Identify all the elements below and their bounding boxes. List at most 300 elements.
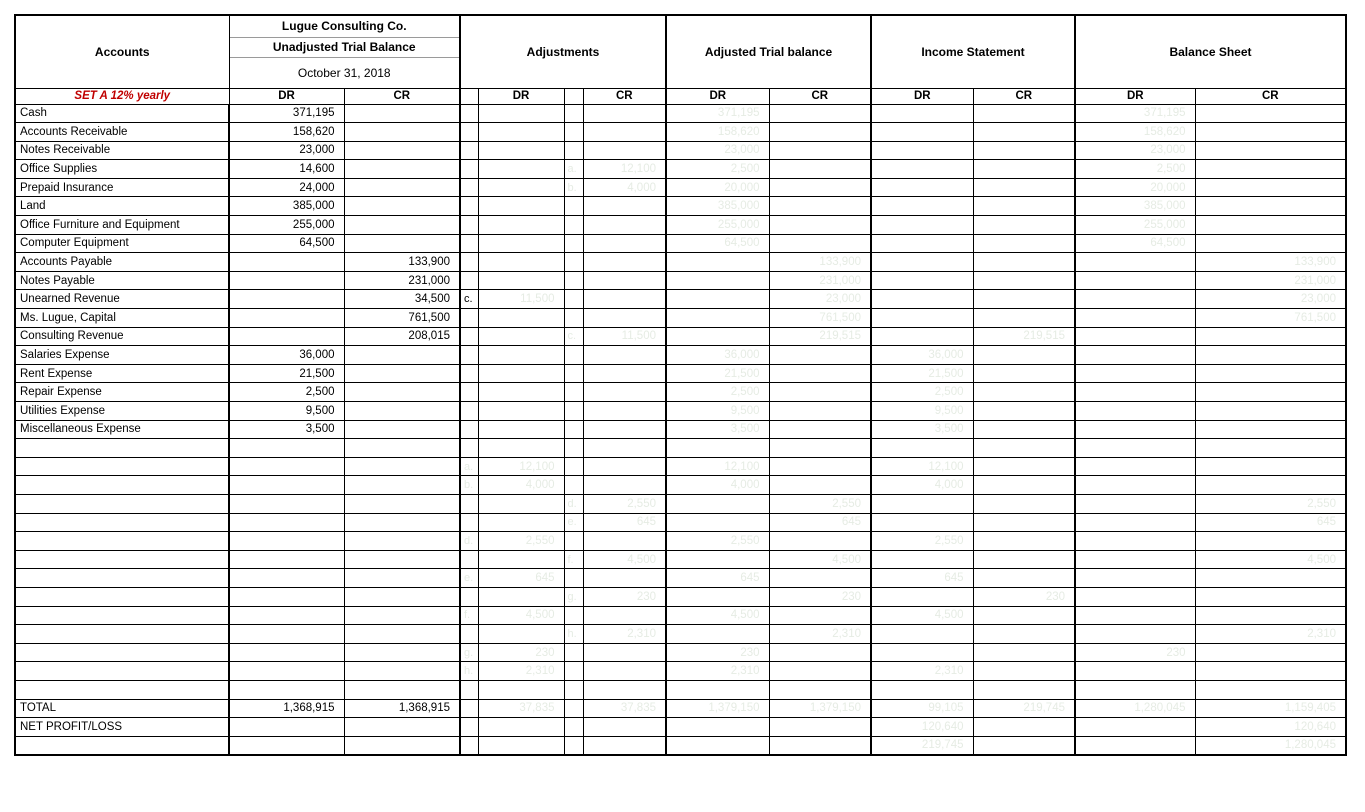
atb-dr-cell[interactable] [666, 680, 769, 699]
adj-dr-cell[interactable] [478, 606, 564, 625]
is-cr-cell[interactable] [973, 699, 1075, 718]
adj-cr-cell[interactable] [583, 178, 666, 197]
adj-cr-cell[interactable] [583, 216, 666, 235]
is-dr-cell[interactable] [871, 346, 973, 365]
is-cr-cell[interactable] [973, 346, 1075, 365]
adj-dr-letter-cell[interactable] [460, 587, 478, 606]
atb-cr-cell[interactable] [769, 253, 871, 272]
is-cr-cell[interactable] [973, 476, 1075, 495]
utb-dr-cell[interactable] [229, 532, 344, 551]
atb-cr-cell[interactable] [769, 569, 871, 588]
utb-cr-cell[interactable] [344, 160, 460, 179]
utb-cr-cell[interactable]: 133,900 [344, 253, 460, 272]
adj-dr-cell[interactable] [478, 160, 564, 179]
adj-cr-letter-cell[interactable] [564, 736, 583, 755]
account-name[interactable]: Prepaid Insurance [15, 178, 229, 197]
adj-cr-cell[interactable] [583, 625, 666, 644]
adj-cr-cell[interactable] [583, 104, 666, 123]
adj-cr-cell[interactable] [583, 587, 666, 606]
is-dr-cell[interactable] [871, 271, 973, 290]
atb-dr-cell[interactable] [666, 718, 769, 737]
atb-dr-cell[interactable] [666, 699, 769, 718]
utb-cr-cell[interactable] [344, 346, 460, 365]
is-dr-cell[interactable] [871, 160, 973, 179]
adj-dr-cell[interactable] [478, 383, 564, 402]
bs-dr-cell[interactable] [1075, 290, 1195, 309]
adj-cr-cell[interactable] [583, 346, 666, 365]
utb-cr-cell[interactable] [344, 420, 460, 439]
utb-cr-cell[interactable]: 761,500 [344, 309, 460, 328]
adj-cr-letter-cell[interactable] [564, 160, 583, 179]
adj-dr-cell[interactable] [478, 271, 564, 290]
bs-cr-cell[interactable] [1195, 457, 1346, 476]
bs-dr-cell[interactable] [1075, 383, 1195, 402]
bs-cr-cell[interactable] [1195, 327, 1346, 346]
adj-dr-letter-cell[interactable] [460, 439, 478, 458]
atb-cr-cell[interactable] [769, 494, 871, 513]
bs-cr-cell[interactable] [1195, 420, 1346, 439]
atb-cr-cell[interactable] [769, 587, 871, 606]
is-cr-cell[interactable] [973, 550, 1075, 569]
utb-cr-cell[interactable]: 208,015 [344, 327, 460, 346]
atb-cr-cell[interactable] [769, 383, 871, 402]
adj-dr-cell[interactable] [478, 178, 564, 197]
atb-dr-cell[interactable] [666, 364, 769, 383]
is-dr-cell[interactable] [871, 494, 973, 513]
adj-cr-letter-cell[interactable] [564, 643, 583, 662]
is-dr-cell[interactable] [871, 457, 973, 476]
bs-cr-cell[interactable] [1195, 160, 1346, 179]
adj-cr-letter-cell[interactable] [564, 457, 583, 476]
is-cr-cell[interactable] [973, 662, 1075, 681]
is-dr-cell[interactable] [871, 513, 973, 532]
atb-cr-cell[interactable] [769, 736, 871, 755]
atb-dr-cell[interactable] [666, 160, 769, 179]
atb-dr-cell[interactable] [666, 383, 769, 402]
adj-cr-cell[interactable] [583, 494, 666, 513]
adj-cr-letter-cell[interactable] [564, 513, 583, 532]
atb-dr-cell[interactable] [666, 346, 769, 365]
utb-dr-cell[interactable] [229, 625, 344, 644]
utb-dr-cell[interactable]: 24,000 [229, 178, 344, 197]
atb-dr-cell[interactable] [666, 271, 769, 290]
is-dr-cell[interactable] [871, 662, 973, 681]
adj-cr-cell[interactable] [583, 234, 666, 253]
is-cr-cell[interactable] [973, 643, 1075, 662]
account-name[interactable] [15, 736, 229, 755]
adj-dr-letter-cell[interactable] [460, 402, 478, 421]
adj-dr-letter-cell[interactable] [460, 662, 478, 681]
utb-dr-cell[interactable]: 14,600 [229, 160, 344, 179]
adj-cr-letter-cell[interactable] [564, 476, 583, 495]
account-name[interactable]: Accounts Payable [15, 253, 229, 272]
utb-cr-cell[interactable] [344, 234, 460, 253]
bs-cr-cell[interactable] [1195, 699, 1346, 718]
is-dr-cell[interactable] [871, 625, 973, 644]
is-dr-cell[interactable] [871, 104, 973, 123]
adj-cr-letter-cell[interactable] [564, 216, 583, 235]
bs-cr-cell[interactable] [1195, 476, 1346, 495]
utb-cr-cell[interactable] [344, 141, 460, 160]
account-name[interactable] [15, 439, 229, 458]
adj-cr-letter-cell[interactable] [564, 402, 583, 421]
is-dr-cell[interactable] [871, 383, 973, 402]
adj-dr-cell[interactable] [478, 680, 564, 699]
adj-dr-letter-cell[interactable] [460, 123, 478, 142]
bs-cr-cell[interactable] [1195, 383, 1346, 402]
bs-dr-cell[interactable] [1075, 513, 1195, 532]
adj-cr-cell[interactable] [583, 513, 666, 532]
adj-cr-cell[interactable] [583, 476, 666, 495]
utb-cr-cell[interactable]: 1,368,915 [344, 699, 460, 718]
account-name[interactable]: Computer Equipment [15, 234, 229, 253]
adj-cr-cell[interactable] [583, 197, 666, 216]
adj-dr-letter-cell[interactable] [460, 476, 478, 495]
is-dr-cell[interactable] [871, 587, 973, 606]
is-cr-cell[interactable] [973, 402, 1075, 421]
utb-dr-cell[interactable]: 64,500 [229, 234, 344, 253]
adj-cr-letter-cell[interactable] [564, 550, 583, 569]
is-dr-cell[interactable] [871, 680, 973, 699]
adj-dr-letter-cell[interactable] [460, 364, 478, 383]
adj-cr-cell[interactable] [583, 253, 666, 272]
atb-cr-cell[interactable] [769, 606, 871, 625]
is-cr-cell[interactable] [973, 439, 1075, 458]
bs-cr-cell[interactable] [1195, 718, 1346, 737]
utb-cr-cell[interactable] [344, 550, 460, 569]
adj-cr-letter-cell[interactable] [564, 309, 583, 328]
is-cr-cell[interactable] [973, 160, 1075, 179]
utb-cr-cell[interactable] [344, 513, 460, 532]
is-cr-cell[interactable] [973, 587, 1075, 606]
bs-dr-cell[interactable] [1075, 420, 1195, 439]
bs-cr-cell[interactable] [1195, 513, 1346, 532]
is-dr-cell[interactable] [871, 402, 973, 421]
bs-dr-cell[interactable] [1075, 271, 1195, 290]
utb-dr-cell[interactable] [229, 309, 344, 328]
bs-cr-cell[interactable] [1195, 104, 1346, 123]
adj-cr-cell[interactable] [583, 569, 666, 588]
atb-dr-cell[interactable] [666, 104, 769, 123]
atb-dr-cell[interactable] [666, 197, 769, 216]
atb-cr-cell[interactable] [769, 178, 871, 197]
utb-cr-cell[interactable] [344, 123, 460, 142]
account-name[interactable]: Cash [15, 104, 229, 123]
is-cr-cell[interactable] [973, 680, 1075, 699]
adj-dr-cell[interactable] [478, 476, 564, 495]
is-dr-cell[interactable] [871, 290, 973, 309]
atb-dr-cell[interactable] [666, 513, 769, 532]
account-name[interactable] [15, 513, 229, 532]
utb-dr-cell[interactable] [229, 736, 344, 755]
account-name[interactable] [15, 587, 229, 606]
adj-cr-cell[interactable] [583, 141, 666, 160]
is-cr-cell[interactable] [973, 606, 1075, 625]
is-dr-cell[interactable] [871, 476, 973, 495]
utb-dr-cell[interactable] [229, 680, 344, 699]
account-name[interactable]: Office Furniture and Equipment [15, 216, 229, 235]
adj-cr-cell[interactable] [583, 402, 666, 421]
adj-cr-cell[interactable] [583, 643, 666, 662]
utb-dr-cell[interactable] [229, 476, 344, 495]
adj-cr-letter-cell[interactable] [564, 290, 583, 309]
is-dr-cell[interactable] [871, 216, 973, 235]
account-name[interactable]: Accounts Receivable [15, 123, 229, 142]
bs-cr-cell[interactable] [1195, 309, 1346, 328]
utb-cr-cell[interactable] [344, 178, 460, 197]
atb-dr-cell[interactable] [666, 439, 769, 458]
atb-dr-cell[interactable] [666, 662, 769, 681]
adj-cr-cell[interactable] [583, 662, 666, 681]
atb-dr-cell[interactable] [666, 253, 769, 272]
adj-dr-letter-cell[interactable] [460, 197, 478, 216]
adj-dr-cell[interactable] [478, 699, 564, 718]
atb-dr-cell[interactable] [666, 476, 769, 495]
account-name[interactable] [15, 606, 229, 625]
account-name[interactable] [15, 569, 229, 588]
atb-cr-cell[interactable] [769, 625, 871, 644]
adj-dr-cell[interactable] [478, 643, 564, 662]
adj-cr-cell[interactable] [583, 160, 666, 179]
adj-dr-letter-cell[interactable] [460, 271, 478, 290]
bs-dr-cell[interactable] [1075, 587, 1195, 606]
adj-dr-letter-cell[interactable] [460, 680, 478, 699]
adj-cr-cell[interactable] [583, 364, 666, 383]
adj-dr-letter-cell[interactable] [460, 643, 478, 662]
atb-cr-cell[interactable] [769, 439, 871, 458]
utb-cr-cell[interactable] [344, 532, 460, 551]
adj-cr-cell[interactable] [583, 699, 666, 718]
utb-cr-cell[interactable] [344, 402, 460, 421]
account-name[interactable] [15, 532, 229, 551]
bs-dr-cell[interactable] [1075, 346, 1195, 365]
atb-cr-cell[interactable] [769, 457, 871, 476]
atb-cr-cell[interactable] [769, 160, 871, 179]
adj-dr-letter-cell[interactable] [460, 494, 478, 513]
account-name[interactable]: Salaries Expense [15, 346, 229, 365]
adj-dr-letter-cell[interactable] [460, 625, 478, 644]
atb-dr-cell[interactable] [666, 569, 769, 588]
atb-dr-cell[interactable] [666, 123, 769, 142]
atb-dr-cell[interactable] [666, 736, 769, 755]
account-name[interactable]: Miscellaneous Expense [15, 420, 229, 439]
is-dr-cell[interactable] [871, 364, 973, 383]
bs-cr-cell[interactable] [1195, 625, 1346, 644]
atb-dr-cell[interactable] [666, 550, 769, 569]
bs-cr-cell[interactable] [1195, 643, 1346, 662]
bs-dr-cell[interactable] [1075, 309, 1195, 328]
bs-dr-cell[interactable] [1075, 253, 1195, 272]
utb-dr-cell[interactable]: 9,500 [229, 402, 344, 421]
account-name[interactable]: Utilities Expense [15, 402, 229, 421]
is-cr-cell[interactable] [973, 532, 1075, 551]
adj-dr-letter-cell[interactable] [460, 383, 478, 402]
atb-cr-cell[interactable] [769, 550, 871, 569]
account-name[interactable] [15, 457, 229, 476]
bs-dr-cell[interactable] [1075, 643, 1195, 662]
account-name[interactable]: Repair Expense [15, 383, 229, 402]
adj-dr-letter-cell[interactable] [460, 569, 478, 588]
account-name[interactable]: Unearned Revenue [15, 290, 229, 309]
adj-dr-letter-cell[interactable] [460, 234, 478, 253]
is-cr-cell[interactable] [973, 494, 1075, 513]
bs-cr-cell[interactable] [1195, 346, 1346, 365]
utb-cr-cell[interactable] [344, 718, 460, 737]
is-dr-cell[interactable] [871, 643, 973, 662]
utb-dr-cell[interactable] [229, 606, 344, 625]
is-dr-cell[interactable] [871, 532, 973, 551]
account-name[interactable]: Notes Payable [15, 271, 229, 290]
adj-cr-letter-cell[interactable] [564, 104, 583, 123]
account-name[interactable]: Ms. Lugue, Capital [15, 309, 229, 328]
adj-dr-cell[interactable] [478, 718, 564, 737]
bs-cr-cell[interactable] [1195, 141, 1346, 160]
utb-cr-cell[interactable] [344, 569, 460, 588]
bs-dr-cell[interactable] [1075, 104, 1195, 123]
is-cr-cell[interactable] [973, 309, 1075, 328]
adj-cr-letter-cell[interactable] [564, 439, 583, 458]
bs-cr-cell[interactable] [1195, 569, 1346, 588]
utb-cr-cell[interactable] [344, 197, 460, 216]
adj-cr-letter-cell[interactable] [564, 271, 583, 290]
bs-dr-cell[interactable] [1075, 680, 1195, 699]
account-name[interactable] [15, 625, 229, 644]
utb-dr-cell[interactable]: 36,000 [229, 346, 344, 365]
adj-dr-letter-cell[interactable] [460, 327, 478, 346]
is-dr-cell[interactable] [871, 253, 973, 272]
utb-cr-cell[interactable] [344, 216, 460, 235]
bs-cr-cell[interactable] [1195, 606, 1346, 625]
adj-cr-cell[interactable] [583, 680, 666, 699]
adj-cr-cell[interactable] [583, 327, 666, 346]
utb-cr-cell[interactable] [344, 457, 460, 476]
utb-cr-cell[interactable] [344, 643, 460, 662]
utb-cr-cell[interactable]: 231,000 [344, 271, 460, 290]
adj-dr-letter-cell[interactable] [460, 104, 478, 123]
adj-dr-cell[interactable] [478, 513, 564, 532]
is-dr-cell[interactable] [871, 718, 973, 737]
atb-dr-cell[interactable] [666, 178, 769, 197]
utb-dr-cell[interactable]: 158,620 [229, 123, 344, 142]
adj-dr-letter-cell[interactable] [460, 736, 478, 755]
bs-dr-cell[interactable] [1075, 494, 1195, 513]
atb-cr-cell[interactable] [769, 662, 871, 681]
bs-dr-cell[interactable] [1075, 402, 1195, 421]
adj-cr-cell[interactable] [583, 532, 666, 551]
bs-cr-cell[interactable] [1195, 402, 1346, 421]
adj-cr-cell[interactable] [583, 457, 666, 476]
bs-dr-cell[interactable] [1075, 736, 1195, 755]
atb-dr-cell[interactable] [666, 402, 769, 421]
adj-cr-cell[interactable] [583, 383, 666, 402]
adj-dr-letter-cell[interactable] [460, 718, 478, 737]
is-dr-cell[interactable] [871, 439, 973, 458]
atb-cr-cell[interactable] [769, 197, 871, 216]
utb-dr-cell[interactable] [229, 718, 344, 737]
atb-cr-cell[interactable] [769, 643, 871, 662]
adj-dr-cell[interactable] [478, 532, 564, 551]
atb-dr-cell[interactable] [666, 532, 769, 551]
is-cr-cell[interactable] [973, 327, 1075, 346]
adj-dr-cell[interactable] [478, 197, 564, 216]
atb-cr-cell[interactable] [769, 104, 871, 123]
utb-dr-cell[interactable] [229, 253, 344, 272]
atb-cr-cell[interactable] [769, 476, 871, 495]
is-dr-cell[interactable] [871, 141, 973, 160]
atb-cr-cell[interactable] [769, 532, 871, 551]
adj-dr-letter-cell[interactable] [460, 216, 478, 235]
is-dr-cell[interactable] [871, 606, 973, 625]
utb-dr-cell[interactable] [229, 457, 344, 476]
adj-cr-letter-cell[interactable] [564, 662, 583, 681]
adj-cr-cell[interactable] [583, 309, 666, 328]
bs-dr-cell[interactable] [1075, 123, 1195, 142]
adj-dr-letter-cell[interactable] [460, 141, 478, 160]
account-name[interactable] [15, 494, 229, 513]
atb-cr-cell[interactable] [769, 141, 871, 160]
utb-dr-cell[interactable]: 3,500 [229, 420, 344, 439]
adj-cr-cell[interactable] [583, 606, 666, 625]
utb-cr-cell[interactable] [344, 104, 460, 123]
atb-cr-cell[interactable] [769, 327, 871, 346]
bs-dr-cell[interactable] [1075, 550, 1195, 569]
atb-dr-cell[interactable] [666, 141, 769, 160]
adj-cr-letter-cell[interactable] [564, 253, 583, 272]
adj-dr-cell[interactable] [478, 439, 564, 458]
adj-cr-cell[interactable] [583, 420, 666, 439]
adj-dr-cell[interactable] [478, 216, 564, 235]
utb-dr-cell[interactable] [229, 643, 344, 662]
adj-cr-letter-cell[interactable] [564, 364, 583, 383]
adj-cr-letter-cell[interactable] [564, 420, 583, 439]
adj-cr-letter-cell[interactable] [564, 327, 583, 346]
bs-dr-cell[interactable] [1075, 439, 1195, 458]
utb-dr-cell[interactable] [229, 550, 344, 569]
is-cr-cell[interactable] [973, 513, 1075, 532]
adj-dr-cell[interactable] [478, 104, 564, 123]
utb-dr-cell[interactable]: 2,500 [229, 383, 344, 402]
adj-cr-letter-cell[interactable] [564, 606, 583, 625]
utb-dr-cell[interactable] [229, 494, 344, 513]
utb-cr-cell[interactable]: 34,500 [344, 290, 460, 309]
is-dr-cell[interactable] [871, 550, 973, 569]
utb-cr-cell[interactable] [344, 736, 460, 755]
adj-dr-letter-cell[interactable] [460, 699, 478, 718]
utb-dr-cell[interactable] [229, 569, 344, 588]
bs-cr-cell[interactable] [1195, 197, 1346, 216]
atb-cr-cell[interactable] [769, 699, 871, 718]
adj-dr-cell[interactable] [478, 234, 564, 253]
utb-cr-cell[interactable] [344, 439, 460, 458]
adj-dr-cell[interactable] [478, 625, 564, 644]
bs-cr-cell[interactable] [1195, 662, 1346, 681]
bs-cr-cell[interactable] [1195, 439, 1346, 458]
adj-dr-cell[interactable] [478, 253, 564, 272]
utb-dr-cell[interactable]: 371,195 [229, 104, 344, 123]
utb-dr-cell[interactable] [229, 662, 344, 681]
atb-dr-cell[interactable] [666, 457, 769, 476]
atb-cr-cell[interactable] [769, 346, 871, 365]
is-dr-cell[interactable] [871, 569, 973, 588]
adj-dr-cell[interactable] [478, 420, 564, 439]
adj-dr-cell[interactable] [478, 123, 564, 142]
adj-cr-letter-cell[interactable] [564, 234, 583, 253]
bs-dr-cell[interactable] [1075, 625, 1195, 644]
adj-dr-letter-cell[interactable] [460, 457, 478, 476]
is-cr-cell[interactable] [973, 569, 1075, 588]
adj-cr-letter-cell[interactable] [564, 178, 583, 197]
is-cr-cell[interactable] [973, 736, 1075, 755]
